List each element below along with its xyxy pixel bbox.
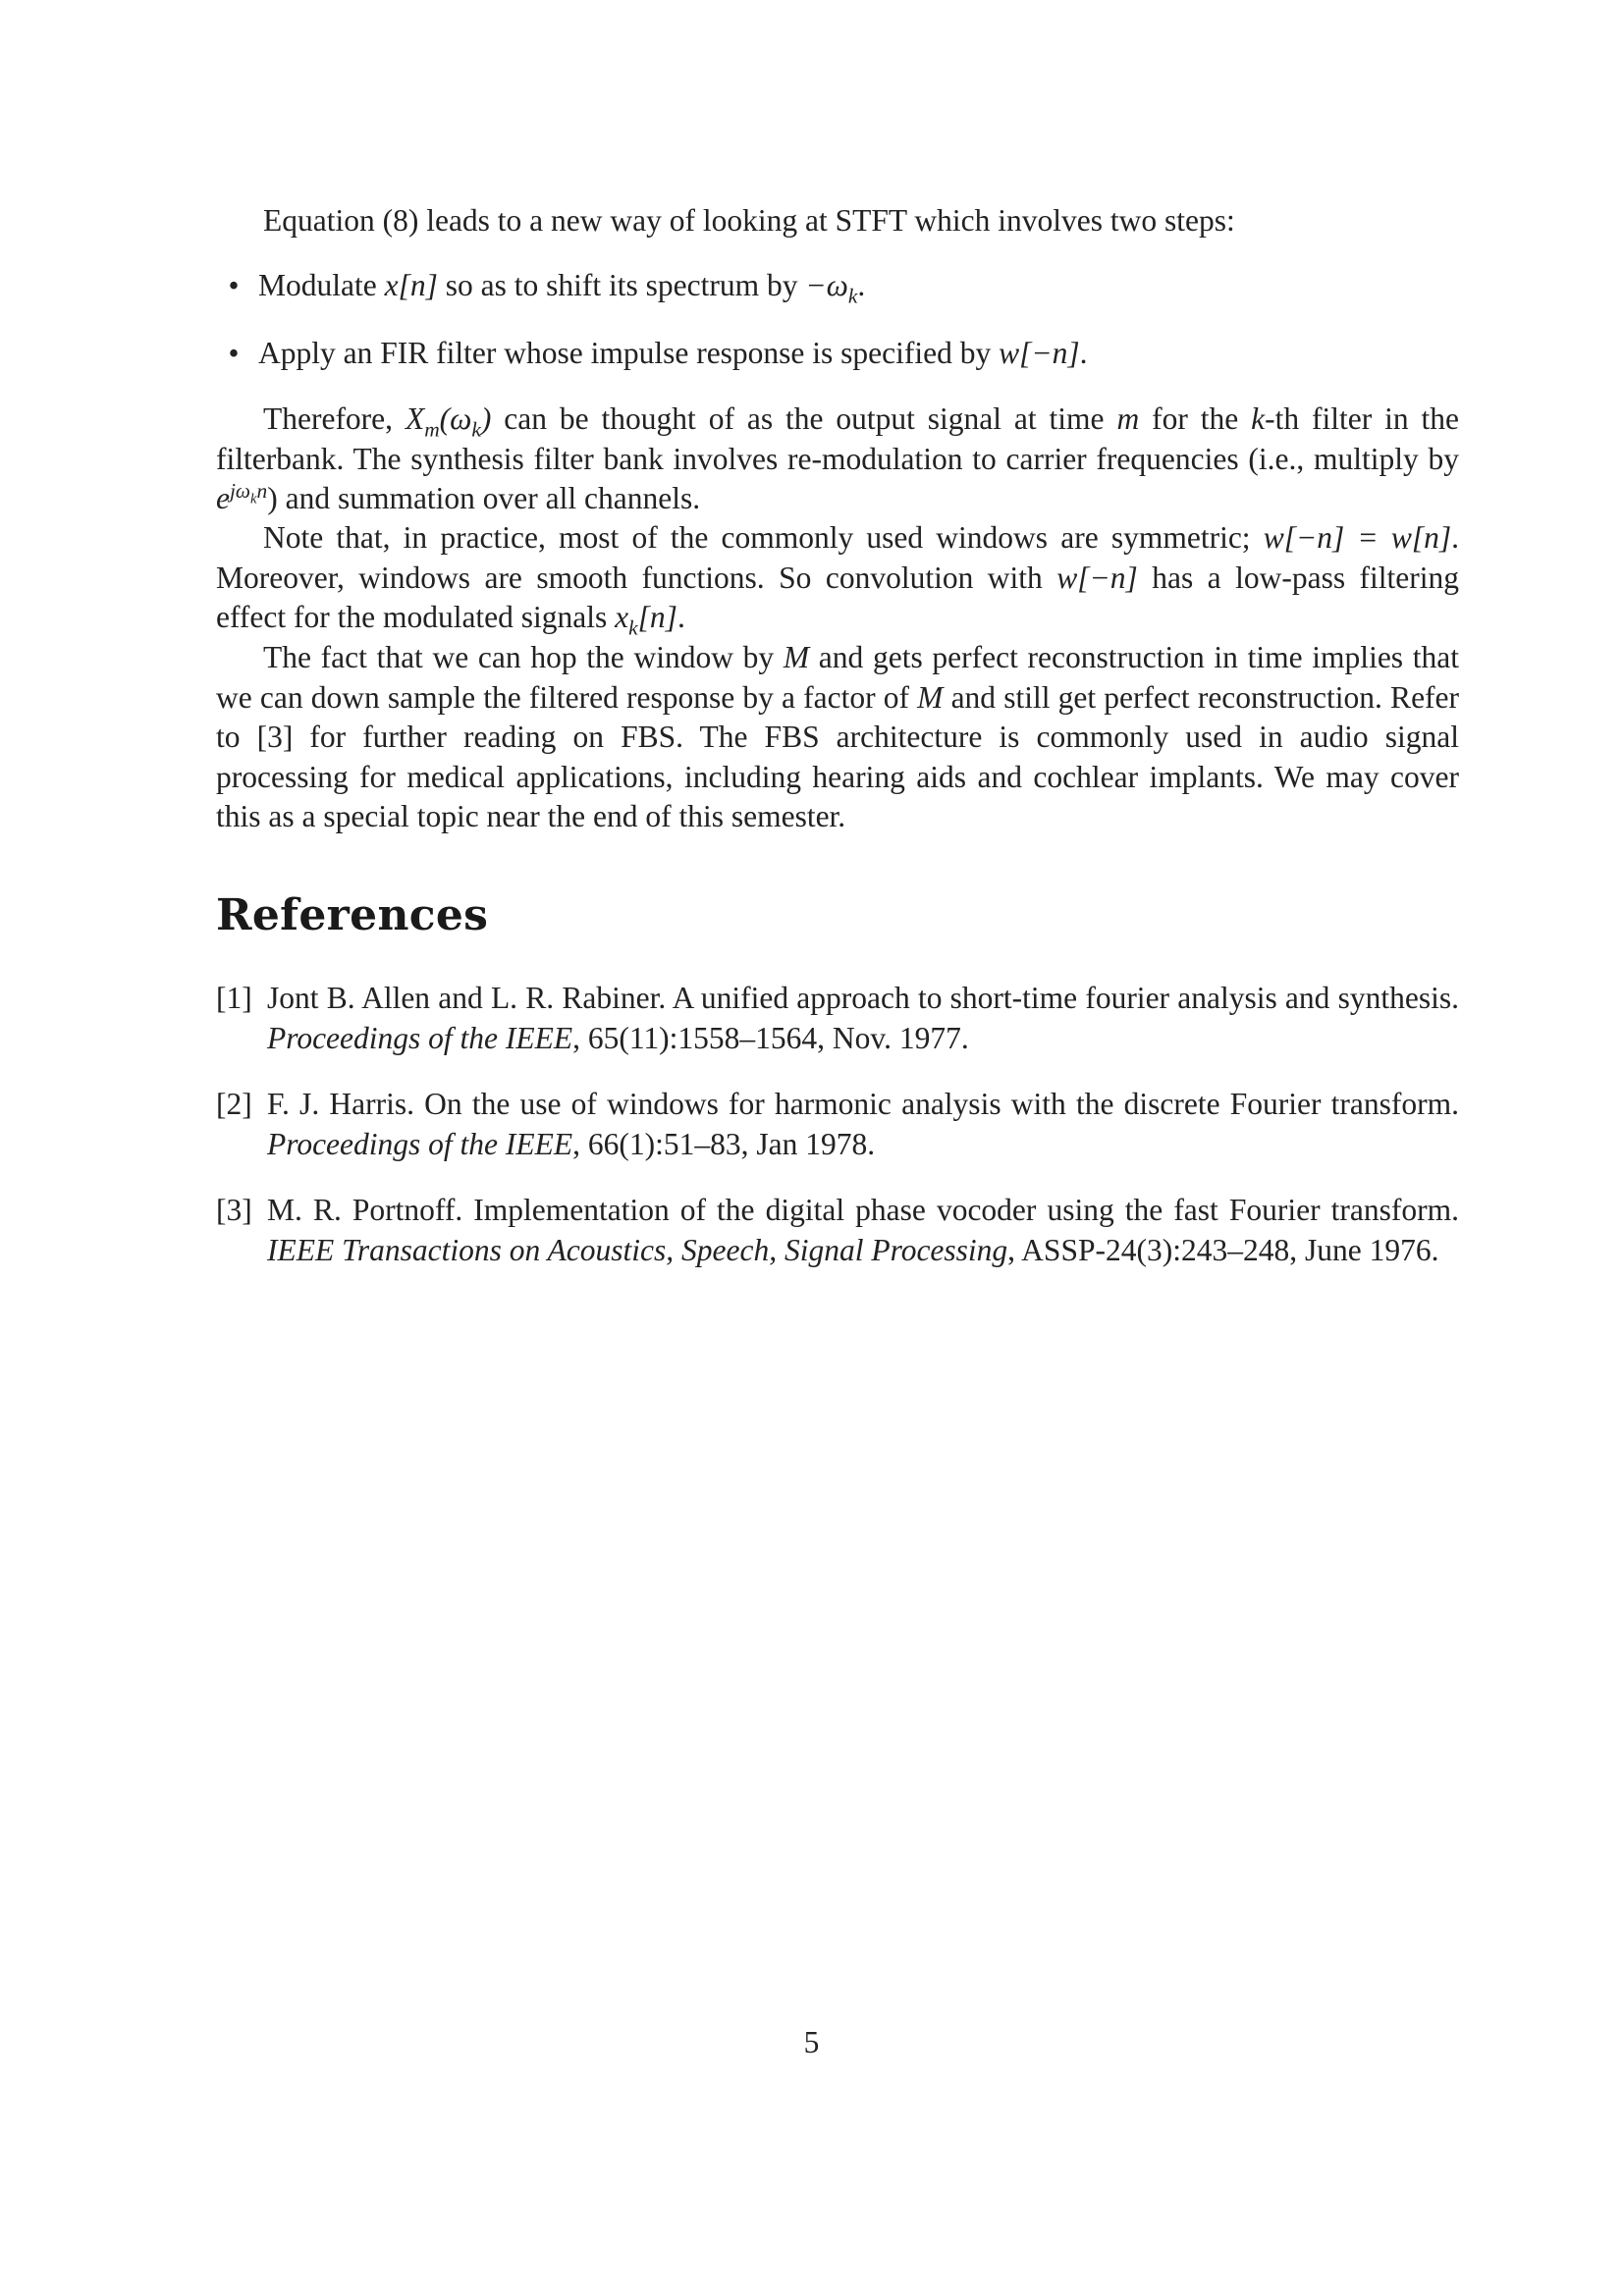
paragraph-text: The fact that we can hop the window by — [263, 640, 784, 674]
paragraph-text: for the — [1139, 401, 1252, 436]
body-paragraph — [216, 518, 1459, 638]
paragraph-text: ) and summation over all channels. — [267, 481, 701, 515]
bullet-text-part: . — [1079, 336, 1088, 370]
bullet-text-part: Modulate — [258, 268, 385, 302]
reference-text: M. R. Portnoff. Implementation of the digital phase vocoder using the fast Fourier transform. — [267, 1193, 1459, 1227]
reference-venue: IEEE Transactions on Acoustics, Speech, Signal Processing — [267, 1232, 1008, 1267]
math-subscript: m — [424, 417, 440, 442]
bullet-icon: • — [228, 268, 240, 302]
paragraph-text: -th filter in the filterbank. The synthesis filter bank involves re-modulation to carrier frequencies (i.e., multiply by — [216, 401, 1459, 476]
math-subscript: k — [628, 615, 638, 640]
math-expression: w[−n] — [1056, 560, 1138, 595]
paragraph-text: Therefore, — [263, 401, 406, 436]
math-expression: M — [783, 640, 810, 674]
bullet-text-part: so as to shift its spectrum by — [437, 268, 806, 302]
bullet-icon: • — [228, 336, 240, 370]
math-expression: e — [216, 481, 230, 515]
math-expression: ) — [480, 401, 492, 436]
math-subscript: k — [847, 284, 858, 308]
reference-venue: Proceedings of the IEEE — [267, 1126, 573, 1161]
reference-body — [267, 1085, 1459, 1164]
paragraph-text: and still get perfect reconstruction. Refer to [3] for further reading on FBS. The FBS architecture is commonly used in audio signal processing for medical applications, including hearing aids and cochlear implants. We may cover this as a special topic near the end of this semester. — [216, 679, 1460, 833]
math-expression: [n] — [637, 600, 677, 634]
reference-text: , 66(1):51–83, Jan 1978. — [572, 1126, 876, 1161]
paragraph-text: . — [676, 600, 685, 634]
math-expression: w[−n] — [999, 336, 1080, 370]
paragraph-text: has a low-pass filtering effect for the modulated signals — [216, 560, 1459, 634]
math-superscript-part: jω — [229, 478, 251, 503]
math-expression: k — [1251, 401, 1266, 436]
bullet-text — [258, 334, 1088, 374]
page-number: 5 — [803, 2025, 820, 2059]
math-expression: m — [1116, 401, 1140, 436]
section-heading: References — [216, 890, 489, 940]
reference-number: [3] — [216, 1193, 252, 1227]
math-expression: x[n] — [384, 268, 438, 302]
math-expression: −ω — [805, 268, 848, 302]
math-expression: M — [917, 679, 944, 715]
bullet-text-part: . — [857, 268, 866, 302]
reference-number: [2] — [216, 1087, 252, 1121]
reference-text: Jont B. Allen and L. R. Rabiner. A unified approach to short-time fourier analysis and synthesis. — [267, 981, 1459, 1015]
paragraph-text: can be thought of as the output signal at time — [491, 401, 1117, 436]
math-superscript — [229, 478, 268, 507]
math-subscript: k — [250, 490, 257, 507]
intro-text: Equation (8) leads to a new way of looking at STFT which involves two steps: — [263, 203, 1235, 238]
reference-body — [267, 1191, 1459, 1270]
math-expression: w[−n] = w[n] — [1263, 520, 1452, 555]
body-paragraph — [216, 400, 1459, 519]
reference-body — [267, 979, 1459, 1058]
reference-venue: Proceedings of the IEEE — [267, 1020, 573, 1055]
paragraph-text: . Moreover, windows are smooth functions. So convolution with — [216, 520, 1459, 595]
reference-number: [1] — [216, 981, 252, 1015]
intro-paragraph — [216, 201, 1459, 241]
bullet-text — [258, 266, 865, 306]
math-superscript-part: n — [256, 478, 268, 503]
paragraph-text: Note that, in practice, most of the commonly used windows are symmetric; — [263, 520, 1264, 555]
reference-text: , 65(11):1558–1564, Nov. 1977. — [572, 1020, 969, 1055]
math-expression: x — [615, 600, 629, 634]
body-paragraph — [216, 638, 1459, 837]
math-subscript: k — [471, 417, 481, 442]
math-expression: (ω — [439, 401, 472, 436]
reference-text: , ASSP-24(3):243–248, June 1976. — [1007, 1232, 1439, 1267]
reference-text: F. J. Harris. On the use of windows for harmonic analysis with the discrete Fourier transform. — [267, 1087, 1459, 1121]
math-expression: X — [405, 401, 425, 436]
bullet-text-part: Apply an FIR filter whose impulse response is specified by — [258, 336, 1000, 370]
paragraph-text: and gets perfect reconstruction in time implies that we can down sample the filtered response by a factor of — [216, 640, 1459, 715]
